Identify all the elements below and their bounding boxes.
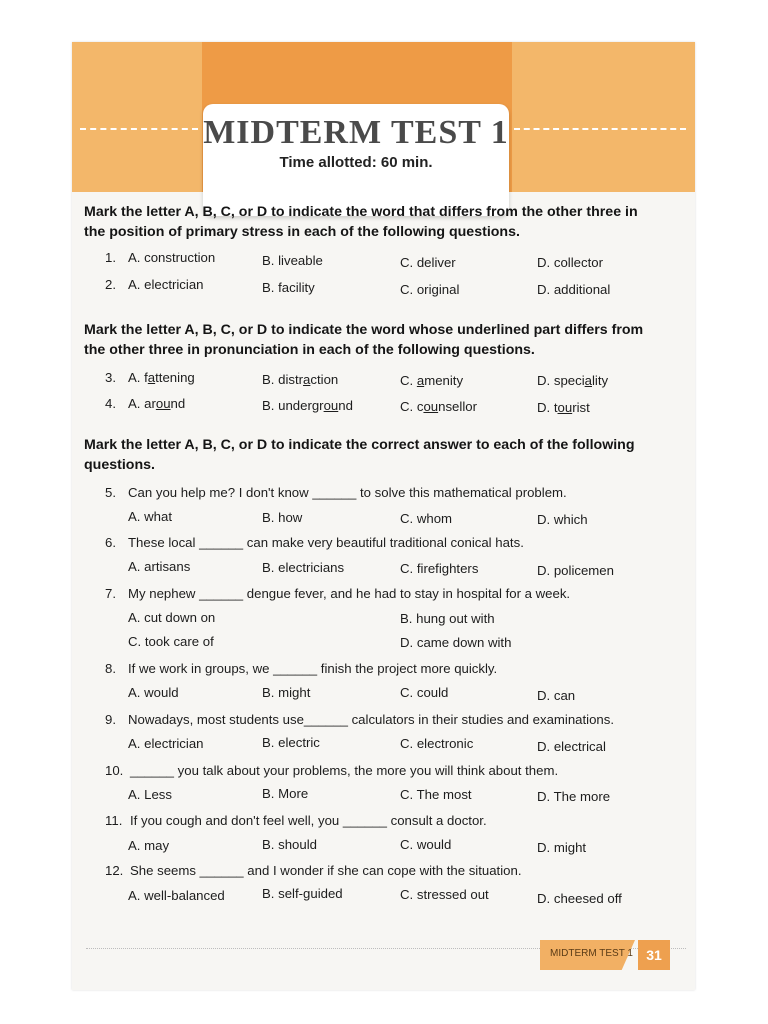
question-number: 5. bbox=[105, 485, 116, 500]
option-a: A. Less bbox=[128, 787, 172, 802]
option-d: D. The more bbox=[537, 789, 611, 804]
option-d: D. cheesed off bbox=[537, 891, 622, 906]
question-number: 7. bbox=[105, 586, 116, 601]
question-number: 4. bbox=[105, 396, 116, 411]
header-dash-right bbox=[514, 128, 686, 130]
option-c: C. would bbox=[400, 837, 452, 852]
option-d: D. additional bbox=[537, 282, 611, 297]
question-number: 2. bbox=[105, 277, 116, 292]
question-number: 9. bbox=[105, 712, 116, 727]
book-page bbox=[72, 42, 695, 990]
question-stem: She seems ______ and I wonder if she can cope with the situation. bbox=[130, 863, 522, 878]
option-b: B. self-guided bbox=[262, 886, 343, 901]
option-d: D. speciality bbox=[537, 373, 609, 388]
option-c: C. original bbox=[400, 282, 460, 297]
option-c: C. firefighters bbox=[400, 561, 479, 576]
question-number: 12. bbox=[105, 863, 124, 878]
option-b: B. More bbox=[262, 786, 309, 801]
section-3-instruction: Mark the letter A, B, C, or D to indicate the correct answer to each of the following questions. bbox=[84, 437, 635, 473]
option-c: C. stressed out bbox=[400, 887, 489, 902]
question-number: 8. bbox=[105, 661, 116, 676]
option-b: B. hung out with bbox=[400, 611, 495, 626]
option-b: B. electricians bbox=[262, 560, 345, 575]
section-2-instruction: Mark the letter A, B, C, or D to indicate the word whose underlined part differs from the other three in pronunciation in each of the following questions. bbox=[84, 322, 644, 358]
question-number: 6. bbox=[105, 535, 116, 550]
question-stem: My nephew ______ dengue fever, and he had to stay in hospital for a week. bbox=[128, 586, 571, 601]
option-a: A. construction bbox=[128, 250, 216, 265]
option-a: A. fattening bbox=[128, 370, 195, 385]
option-a: A. may bbox=[128, 838, 170, 853]
question-stem: Nowadays, most students use______ calculators in their studies and examinations. bbox=[128, 712, 615, 727]
option-c: C. The most bbox=[400, 787, 472, 802]
option-b: B. electric bbox=[262, 735, 320, 750]
question-stem: ______ you talk about your problems, the more you will think about them. bbox=[130, 763, 559, 778]
option-b: B. distraction bbox=[262, 372, 339, 387]
option-d: D. tourist bbox=[537, 400, 590, 415]
question-stem: If you cough and don't feel well, you ______ consult a doctor. bbox=[130, 813, 487, 828]
option-c: C. amenity bbox=[400, 373, 464, 388]
option-d: D. which bbox=[537, 512, 588, 527]
option-d: D. electrical bbox=[537, 739, 606, 754]
option-a: A. artisans bbox=[128, 559, 191, 574]
footer-label: MIDTERM TEST 1 bbox=[550, 948, 633, 959]
option-b: B. facility bbox=[262, 280, 315, 295]
question-stem: These local ______ can make very beautiful traditional conical hats. bbox=[128, 535, 524, 550]
header-dash-left bbox=[80, 128, 198, 130]
option-c: C. counsellor bbox=[400, 399, 477, 414]
option-a: A. cut down on bbox=[128, 610, 216, 625]
question-number: 3. bbox=[105, 370, 116, 385]
option-c: C. electronic bbox=[400, 736, 474, 751]
option-b: B. liveable bbox=[262, 253, 323, 268]
question-number: 1. bbox=[105, 250, 116, 265]
option-a: A. what bbox=[128, 509, 172, 524]
question-stem: Can you help me? I don't know ______ to solve this mathematical problem. bbox=[128, 485, 567, 500]
question-stem: If we work in groups, we ______ finish the project more quickly. bbox=[128, 661, 498, 676]
option-d: D. policemen bbox=[537, 563, 614, 578]
option-b: B. underground bbox=[262, 398, 353, 413]
option-a: A. around bbox=[128, 396, 186, 411]
option-d: D. can bbox=[537, 688, 576, 703]
option-c: C. whom bbox=[400, 511, 453, 526]
page-title: MIDTERM TEST 1 bbox=[203, 114, 509, 151]
question-number: 11. bbox=[105, 813, 123, 828]
option-a: A. electrician bbox=[128, 736, 204, 751]
title-box bbox=[203, 104, 509, 216]
option-c: C. deliver bbox=[400, 255, 456, 270]
option-d: D. might bbox=[537, 840, 587, 855]
option-c: C. took care of bbox=[128, 634, 214, 649]
option-c: C. could bbox=[400, 685, 449, 700]
question-number: 10. bbox=[105, 763, 124, 778]
option-a: A. well-balanced bbox=[128, 888, 225, 903]
page-number: 31 bbox=[638, 940, 670, 970]
option-a: A. electrician bbox=[128, 277, 204, 292]
option-b: B. might bbox=[262, 685, 311, 700]
option-d: D. came down with bbox=[400, 635, 512, 650]
time-allotted: Time allotted: 60 min. bbox=[279, 154, 433, 171]
option-a: A. would bbox=[128, 685, 179, 700]
option-d: D. collector bbox=[537, 255, 603, 270]
section-1-instruction: Mark the letter A, B, C, or D to indicate the word that differs from the other three in the position of primary stress in each of the following questions. bbox=[84, 204, 638, 240]
option-b: B. how bbox=[262, 510, 303, 525]
option-b: B. should bbox=[262, 837, 317, 852]
